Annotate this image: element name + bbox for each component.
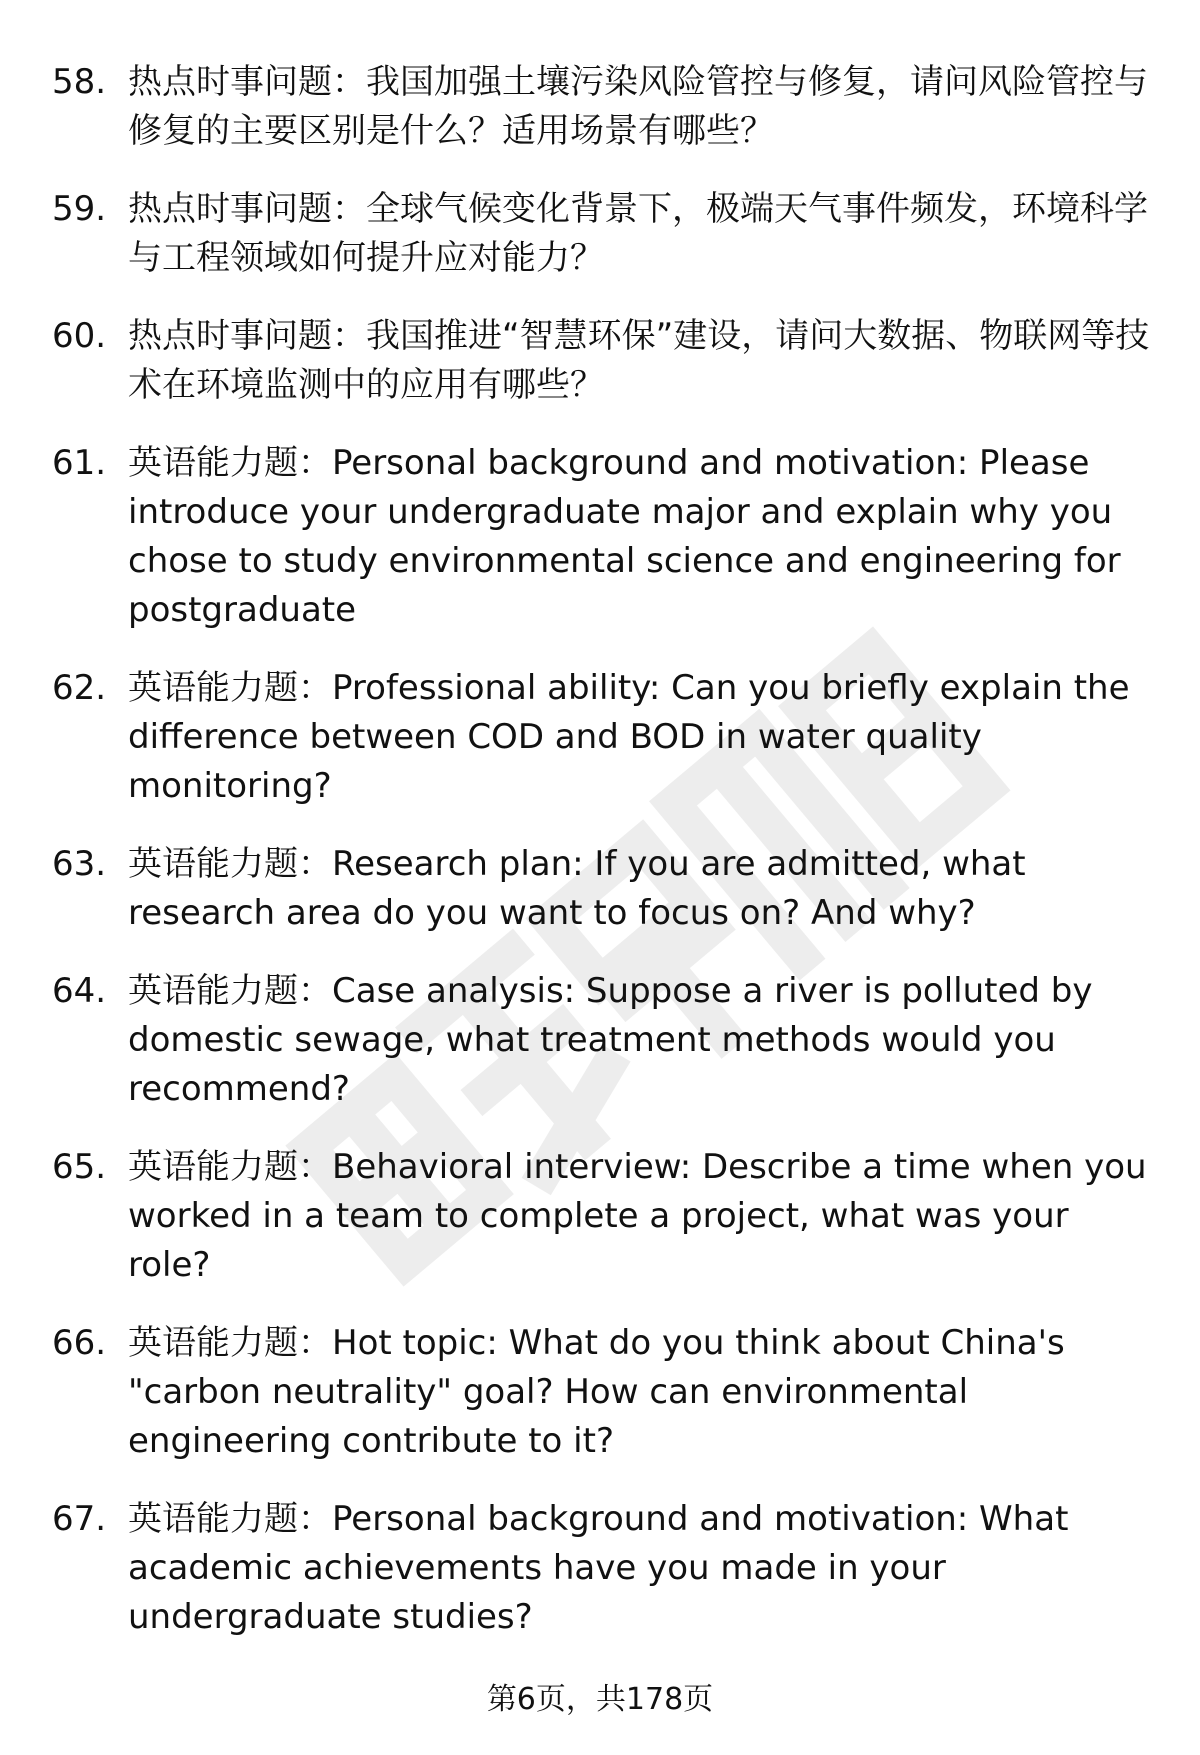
question-text: 热点时事问题：全球气候变化背景下，极端天气事件频发，环境科学与工程领域如何提升应对能力？ xyxy=(128,189,1148,278)
page-number-footer: 第6页，共178页 xyxy=(486,1682,714,1717)
question-item xyxy=(52,58,1152,156)
question-number: 61. xyxy=(52,443,107,483)
question-number: 60. xyxy=(52,316,107,356)
question-number: 63. xyxy=(52,844,107,884)
question-item xyxy=(52,185,1152,283)
question-number: 65. xyxy=(52,1147,107,1187)
question-item xyxy=(52,1143,1152,1290)
question-text: 英语能力题：Case analysis: Suppose a river is polluted by domestic sewage, what treatment methods would you recommend? xyxy=(128,971,1093,1109)
question-item xyxy=(52,439,1152,635)
question-text: 英语能力题：Research plan: If you are admitted, what research area do you want to focus on? And why? xyxy=(128,844,1026,933)
question-text: 英语能力题：Hot topic: What do you think about China's "carbon neutrality" goal? How can environmental engineering contribute to it? xyxy=(128,1323,1065,1461)
question-number: 66. xyxy=(52,1323,107,1363)
question-number: 67. xyxy=(52,1499,107,1539)
question-list xyxy=(52,58,1152,1671)
question-text: 英语能力题：Behavioral interview: Describe a time when you worked in a team to complete a project, what was your role? xyxy=(128,1147,1147,1285)
question-item xyxy=(52,1319,1152,1466)
question-item xyxy=(52,664,1152,811)
question-number: 64. xyxy=(52,971,107,1011)
question-text: 热点时事问题：我国加强土壤污染风险管控与修复，请问风险管控与修复的主要区别是什么？适用场景有哪些？ xyxy=(128,62,1148,151)
question-item xyxy=(52,840,1152,938)
question-text: 英语能力题：Professional ability: Can you briefly explain the difference between COD and BOD in water quality monitoring? xyxy=(128,668,1130,806)
question-number: 62. xyxy=(52,668,107,708)
question-item xyxy=(52,1495,1152,1642)
question-text: 英语能力题：Personal background and motivation: Please introduce your undergraduate major and explain why you chose to study environmental science and engineering for postgraduate xyxy=(128,443,1121,630)
question-item xyxy=(52,312,1152,410)
question-item xyxy=(52,967,1152,1114)
question-text: 英语能力题：Personal background and motivation: What academic achievements have you made in your undergraduate studies? xyxy=(128,1499,1069,1637)
question-number: 59. xyxy=(52,189,107,229)
question-number: 58. xyxy=(52,62,107,102)
question-text: 热点时事问题：我国推进“智慧环保”建设，请问大数据、物联网等技术在环境监测中的应用有哪些？ xyxy=(128,316,1150,405)
